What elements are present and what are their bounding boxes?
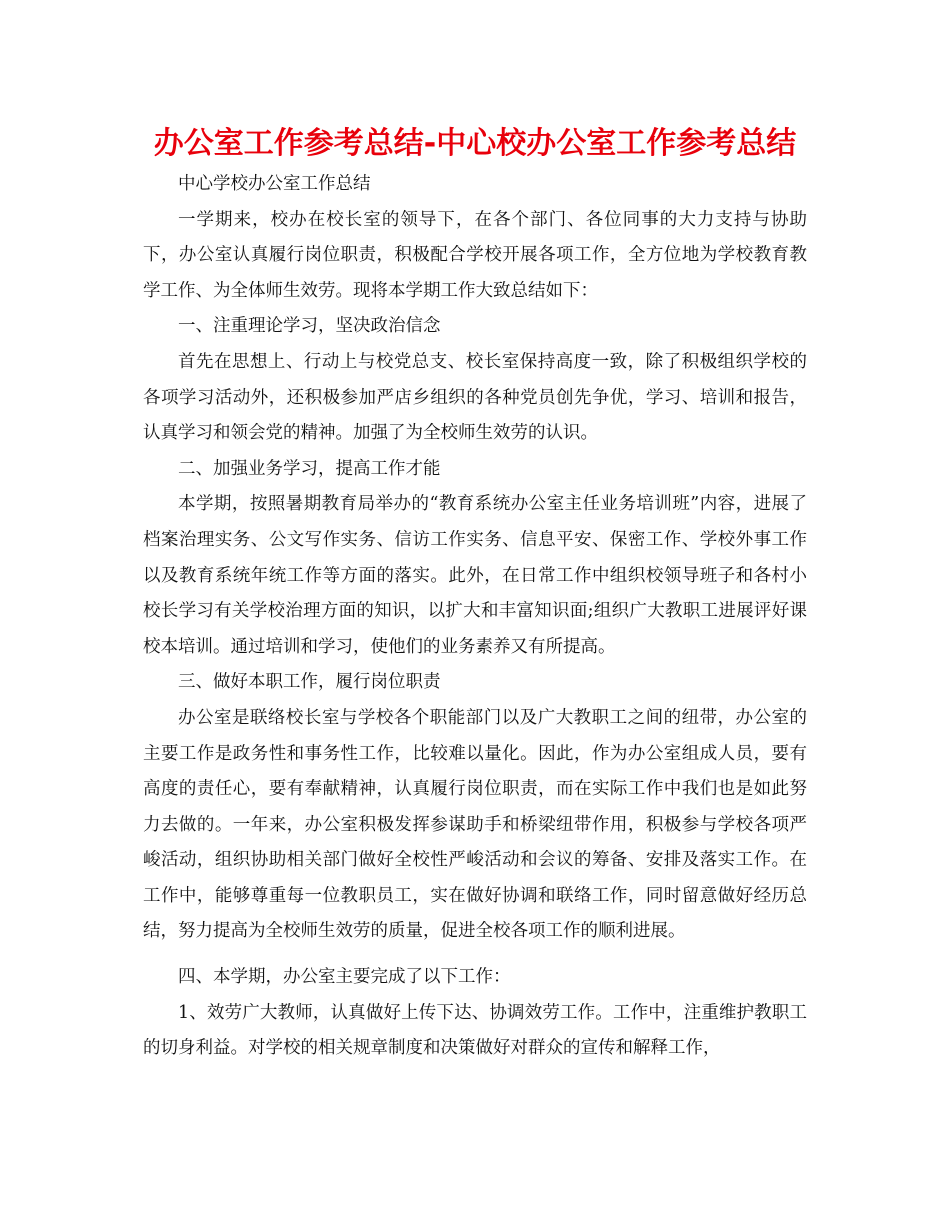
section-heading-4: 四、本学期，办公室主要完成了以下工作： xyxy=(178,967,511,988)
section-paragraph-1: 首先在思想上、行动上与校党总支、校长室保持高度一致，除了积极组织学校的各项学习活动外，还积极参加严店乡组织的各种党员创先争优，学习、培训和报告，认真学习和领会党的精神。加强了为全校师生效劳的认识。 xyxy=(143,351,807,444)
section-heading-2: 二、加强业务学习，提高工作才能 xyxy=(178,458,441,479)
section-paragraph-2: 本学期，按照暑期教育局举办的“教育系统办公室主任业务培训班”内容，进展了档案治理实务、公文写作实务、信访工作实务、信息平安、保密工作、学校外事工作以及教育系统年统工作等方面的落实。此外，在日常工作中组织校领导班子和各村小校长学习有关学校治理方面的知识，以扩大和丰富知识面;组织广大教职工进展评好课校本培训。通过培训和学习，使他们的业务素养又有所提高。 xyxy=(143,494,807,657)
section-heading-3: 三、做好本职工作，履行岗位职责 xyxy=(178,672,441,693)
section-paragraph-3: 办公室是联络校长室与学校各个职能部门以及广大教职工之间的纽带，办公室的主要工作是政务性和事务性工作，比较难以量化。因此，作为办公室组成人员，要有高度的责任心，要有奉献精神，认真履行岗位职责，而在实际工作中我们也是如此努力去做的。一年来，办公室积极发挥参谋助手和桥梁纽带作用，积极参与学校各项严峻活动，组织协助相关部门做好全校性严峻活动和会议的筹备、安排及落实工作。在工作中，能够尊重每一位教职员工，实在做好协调和联络工作，同时留意做好经历总结，努力提高为全校师生效劳的质量，促进全校各项工作的顺利进展。 xyxy=(143,707,807,942)
intro-paragraph: 一学期来，校办在校长室的领导下，在各个部门、各位同事的大力支持与协助下，办公室认真履行岗位职责，积极配合学校开展各项工作，全方位地为学校教育教学工作、为全体师生效劳。现将本学期工作大致总结如下： xyxy=(143,209,807,301)
section-paragraph-4: 1、效劳广大教师，认真做好上传下达、协调效劳工作。工作中，注重维护教职工的切身利益。对学校的相关规章制度和决策做好对群众的宣传和解释工作， xyxy=(143,1002,807,1059)
subtitle-paragraph: 中心学校办公室工作总结 xyxy=(178,174,371,194)
document-body xyxy=(143,167,807,1067)
document-title: 办公室工作参考总结-中心校办公室工作参考总结 xyxy=(153,126,797,161)
section-heading-1: 一、注重理论学习，坚决政治信念 xyxy=(178,316,441,337)
